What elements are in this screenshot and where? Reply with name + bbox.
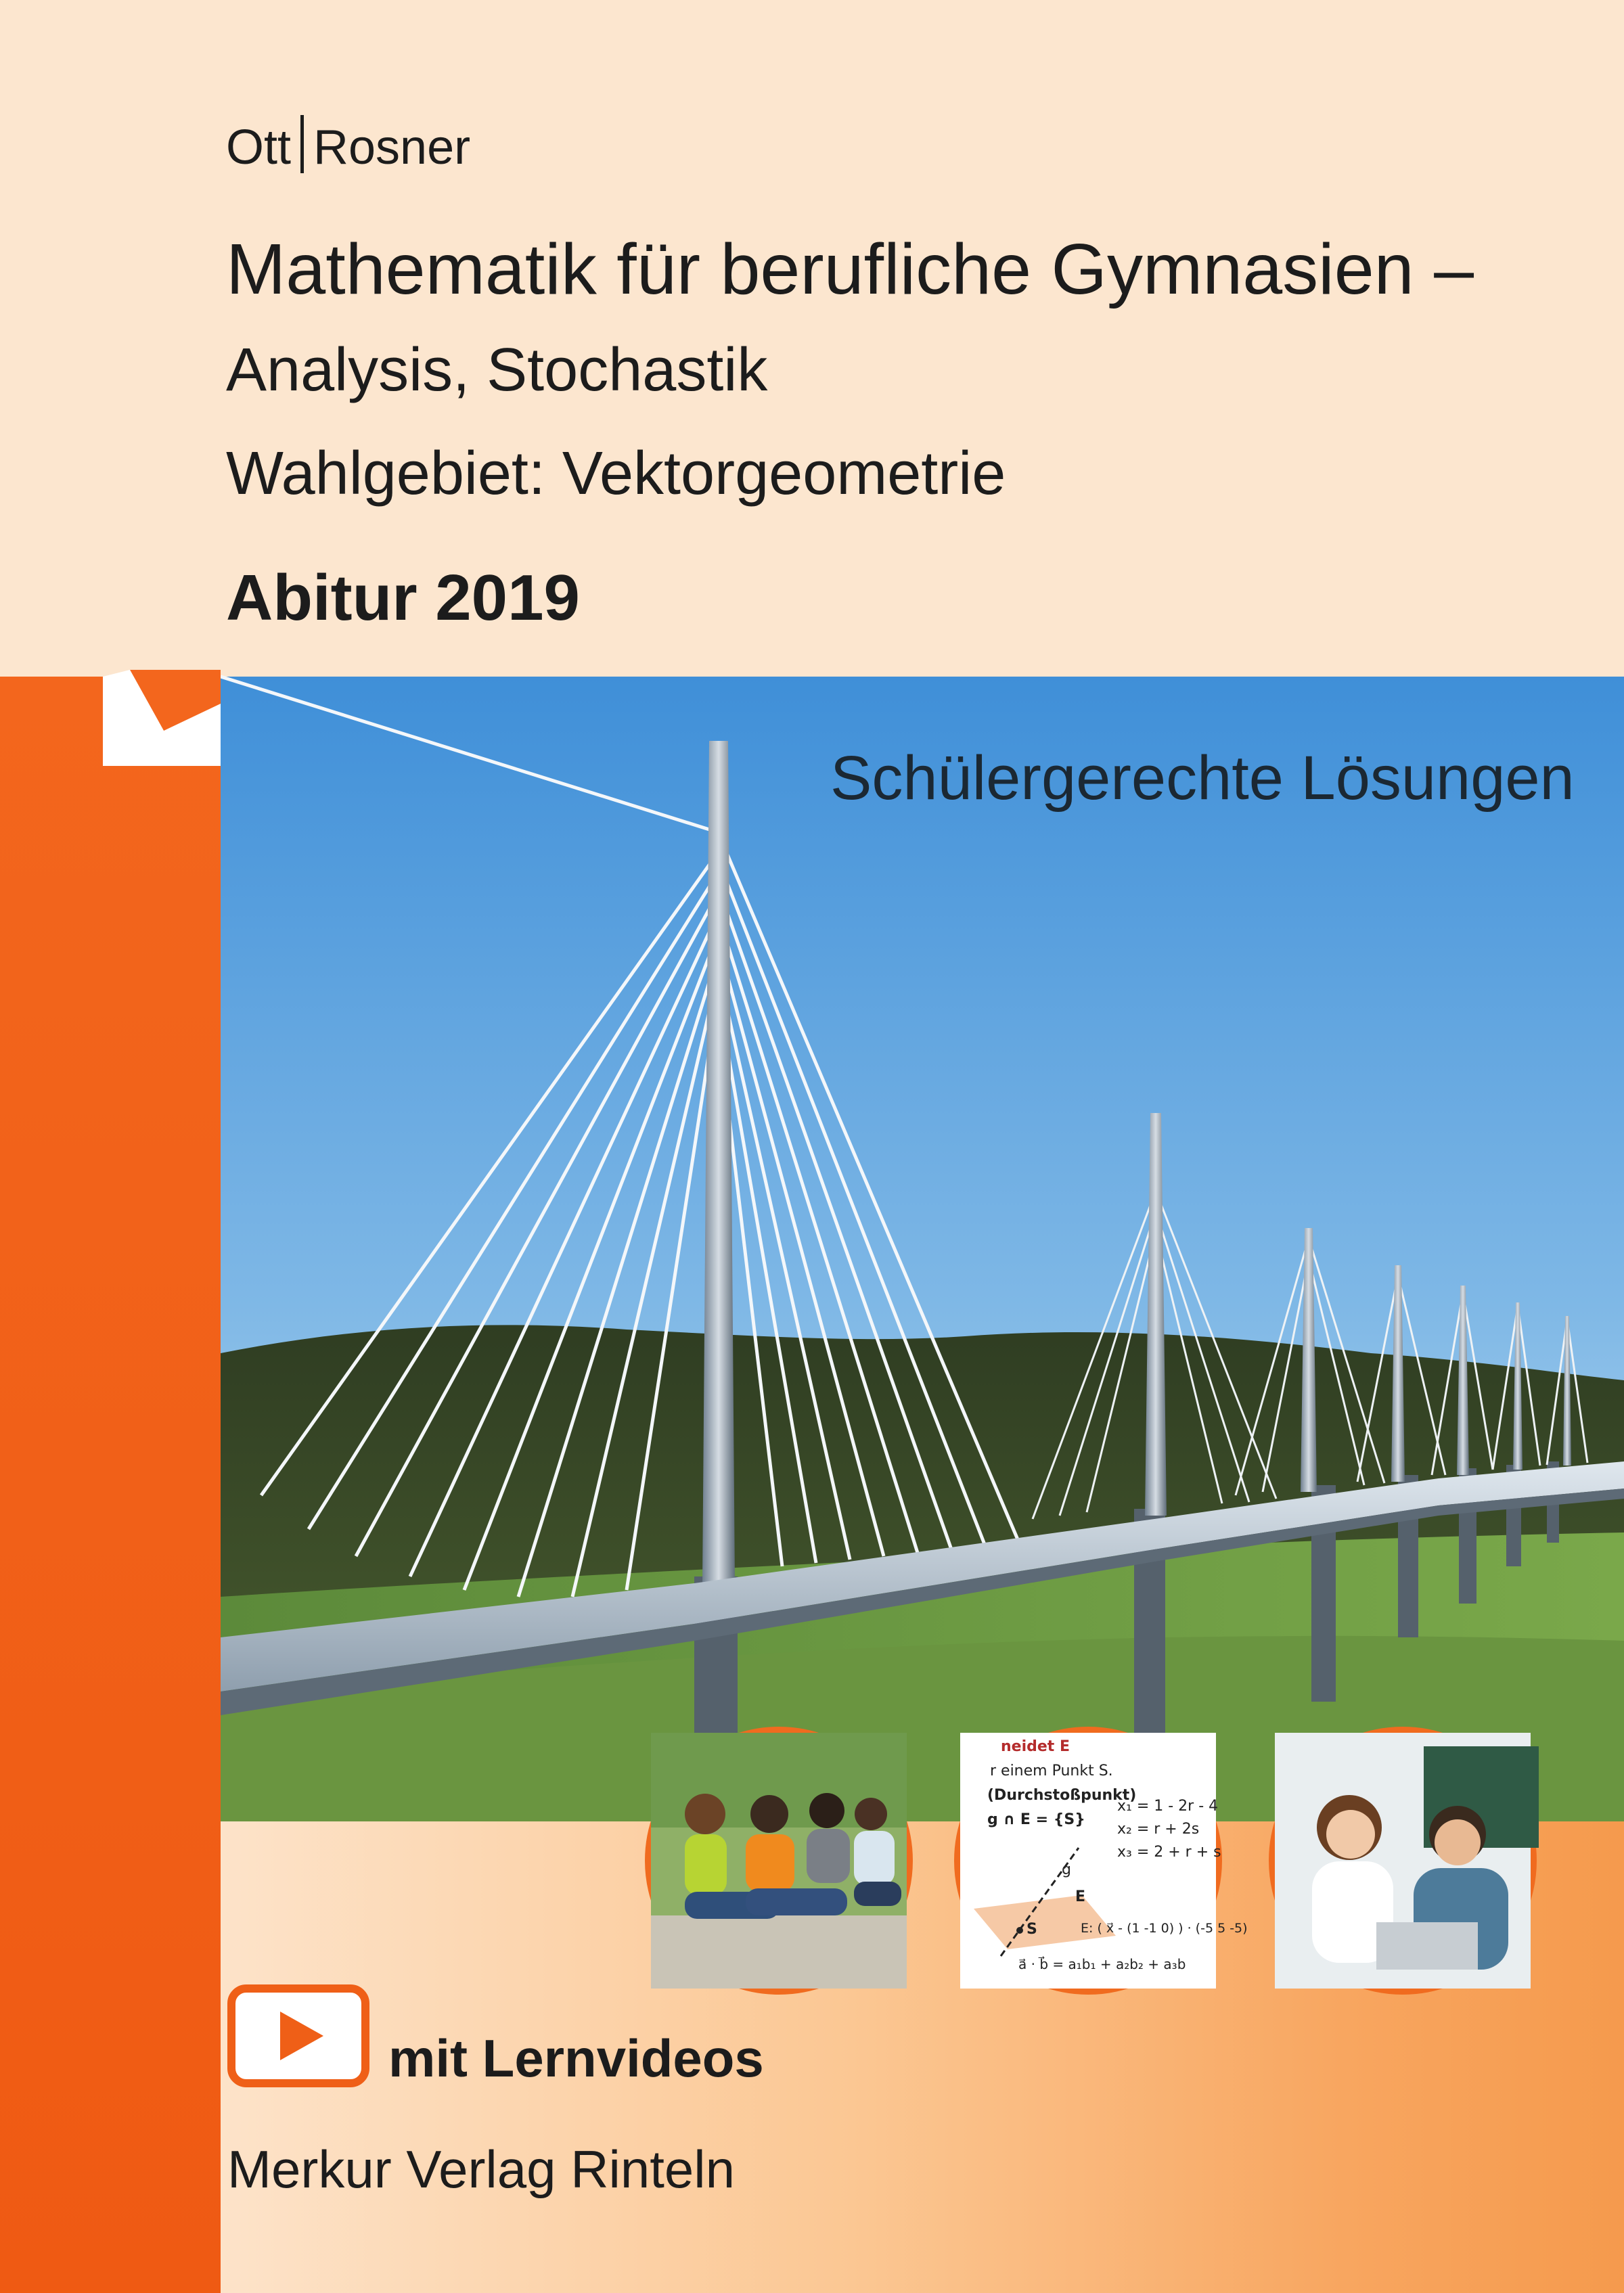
formula-line-3: (Durchstoßpunkt): [987, 1787, 1137, 1804]
author-ott: Ott: [226, 120, 292, 175]
title-line-3: Wahlgebiet: Vektorgeometrie: [226, 440, 1006, 507]
edition-label: Abitur 2019: [226, 562, 580, 634]
formula-label-s: S: [1027, 1921, 1037, 1938]
formula-line-4: g ∩ E = {S}: [987, 1811, 1085, 1828]
students-illustration: [651, 1733, 907, 1989]
folded-corner-mark: [103, 670, 221, 766]
formula-eq-3: x₃ = 2 + r + s: [1117, 1844, 1221, 1861]
author-rosner: Rosner: [313, 120, 471, 175]
orange-side-strip: [0, 677, 221, 2293]
formula-line-1: neidet E: [1001, 1738, 1070, 1755]
study-photo: [1269, 1727, 1537, 1995]
formula-image: [954, 1727, 1248, 1995]
bridge-illustration: [221, 677, 1624, 1821]
title-line-1: Mathematik für berufliche Gymnasien –: [226, 229, 1474, 309]
formula-label-g: g: [1062, 1861, 1071, 1878]
publisher: Merkur Verlag Rinteln: [227, 2139, 735, 2199]
formula-label-e: E: [1075, 1888, 1086, 1905]
video-label: mit Lernvideos: [388, 2028, 764, 2088]
authors: [226, 115, 470, 173]
formula-plane-eq: E: ( x⃗ - (1 -1 0) ) · (-5 5 -5): [1081, 1921, 1248, 1936]
author-separator: [300, 115, 304, 173]
formula-eq-2: x₂ = r + 2s: [1117, 1821, 1200, 1838]
students-photo: [645, 1727, 913, 1995]
formula-eq-1: x₁ = 1 - 2r - 4: [1117, 1798, 1219, 1815]
formula-line-2: r einem Punkt S.: [990, 1763, 1113, 1779]
bridge-photo: [221, 677, 1624, 1821]
study-illustration: [1275, 1733, 1531, 1989]
play-button-icon: [227, 1984, 369, 2087]
subtitle: Schülergerechte Lösungen: [830, 744, 1575, 813]
formula-dot-product: a⃗ · b⃗ = a₁b₁ + a₂b₂ + a₃b: [1018, 1956, 1186, 1972]
title-line-2: Analysis, Stochastik: [226, 336, 768, 404]
